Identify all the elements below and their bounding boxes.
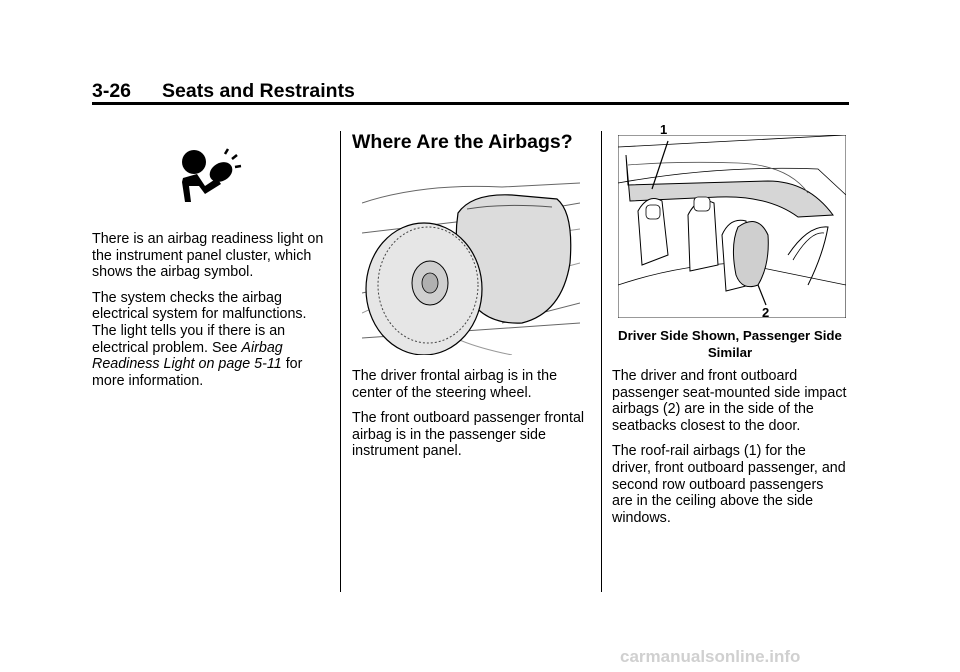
column-3-text (612, 368, 848, 535)
system-check-tail: for more information. (92, 356, 303, 389)
figure-caption: Driver Side Shown, Passenger Side Similar (618, 328, 842, 360)
readiness-light-reference-link[interactable]: Airbag Readiness Light on page 5-11 (92, 339, 283, 373)
system-check-text: The system checks the airbag electrical system for malfunctions. The light tells you if there is an electrical problem. See (92, 289, 307, 356)
column-1-text (92, 231, 328, 398)
chapter-title: Seats and Restraints (162, 80, 355, 102)
section-heading: Where Are the Airbags? (352, 131, 573, 153)
roof-rail-airbag-paragraph: The roof-rail airbags (1) for the driver, front outboard passenger, and second row outboard passengers are in the ceiling above the side windows. (612, 443, 846, 526)
page-number: 3-26 (92, 80, 132, 102)
callout-2: 2 (762, 305, 770, 320)
column-divider (340, 131, 341, 592)
callout-1: 1 (660, 122, 668, 137)
column-divider (601, 131, 602, 592)
column-2-text (352, 368, 588, 469)
side-airbags-illustration (618, 135, 846, 318)
watermark: carmanualsonline.info (620, 647, 801, 666)
airbag-readiness-icon (177, 148, 243, 204)
page-header (92, 80, 849, 105)
frontal-airbags-illustration (362, 173, 580, 355)
side-impact-airbag-paragraph: The driver and front outboard passenger seat-mounted side impact airbags (2) are in the side of the seatbacks closest to the door. (612, 368, 847, 434)
passenger-airbag-paragraph: The front outboard passenger frontal airbag is in the passenger side instrument panel. (352, 410, 585, 460)
system-check-paragraph (92, 290, 328, 390)
driver-airbag-paragraph: The driver frontal airbag is in the center of the steering wheel. (352, 368, 558, 401)
readiness-light-paragraph: There is an airbag readiness light on the instrument panel cluster, which shows the airbag symbol. (92, 231, 324, 281)
